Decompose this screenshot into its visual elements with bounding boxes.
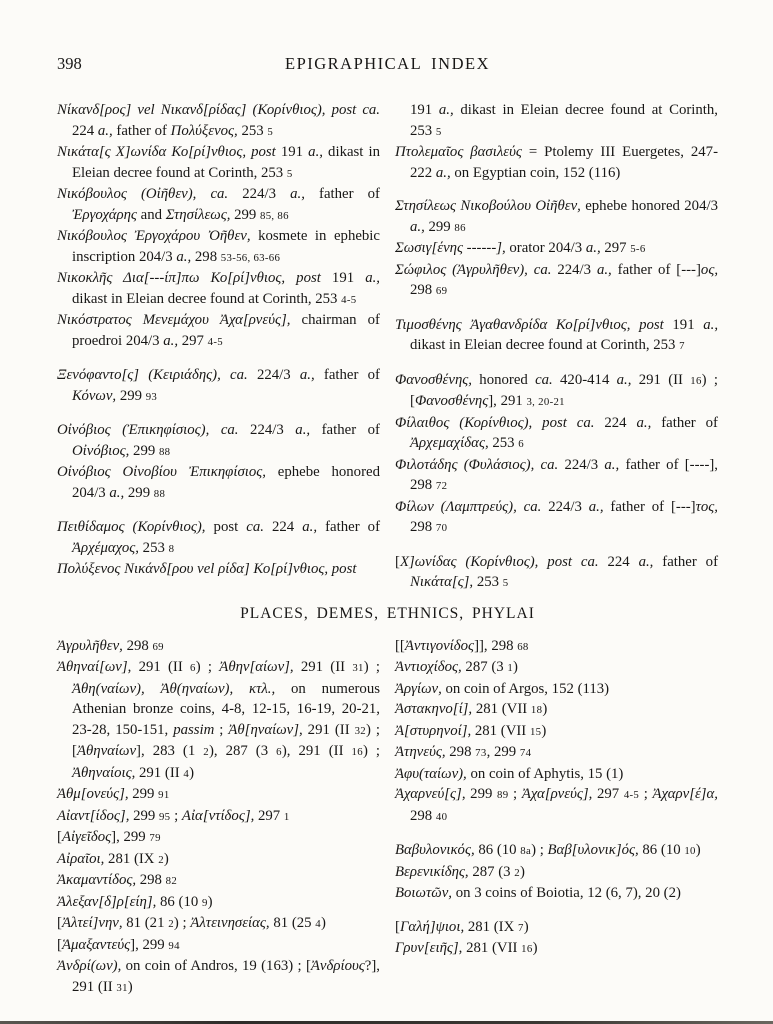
- index-entry: Νικόστρατος Μενεμάχου Ἀχα[ρνεύς], chairman of proedroi 204/3 a., 297 4-5: [57, 312, 380, 349]
- index-entry: Νικάτα[ς Χ]ωνίδα Κο[ρί]νθιος, post 191 a., dikast in Eleian decree found at Corinth, 253 5: [57, 144, 380, 181]
- top-left-column: [57, 100, 380, 594]
- index-entry: Φίλαιθος (Κορίνθιος), post ca. 224 a., father of Ἀρχεμαχίδας, 253 6: [395, 414, 718, 451]
- index-entry: Ἀ[στυρηνοί], 281 (VII 15): [395, 722, 547, 739]
- index-entry: Βοιωτῶν, on 3 coins of Boiotia, 12 (6, 7), 20 (2): [395, 885, 681, 901]
- index-entry: Ἀγρυλῆθεν, 298 69: [57, 637, 164, 654]
- index-entry: Ἀχαρνεύ[ς], 299 89 ; Ἀχα[ρνεύς], 297 4-5 ; Ἀχαρν[έ]α, 298 40: [395, 786, 719, 824]
- index-entry: Στησίλεως Νικοβούλου Οἰῆθεν, ephebe honored 204/3 a., 299 86: [395, 198, 718, 235]
- index-entry: Ἀργίων, on coin of Argos, 152 (113): [395, 680, 610, 697]
- index-entry: Ἀτηνεύς, 298 73, 299 74: [395, 744, 532, 760]
- index-entry: Αἰραῖοι, 281 (IX 2): [57, 850, 169, 867]
- index-entry: Ἀφυ(ταίων), on coin of Aphytis, 15 (1): [395, 765, 624, 782]
- index-entry: Σωσιγ[ένης ------], orator 204/3 a., 297 5-6: [395, 240, 646, 256]
- index-entry: Φίλων (Λαμπτρεύς), ca. 224/3 a., father of [---]τος, 298 70: [395, 498, 719, 535]
- index-entry: [[Ἀντιγονίδος]], 298 68: [395, 637, 529, 654]
- top-right-column: [395, 100, 718, 594]
- section-heading: PLACES, DEMES, ETHNICS, PHYLAI: [240, 604, 535, 622]
- index-entry: Πτολεμαῖος βασιλεύς = Ptolemy III Euergetes, 247-222 a., on Egyptian coin, 152 (116): [395, 144, 719, 181]
- index-entry: Νίκανδ[ρος] vel Νικανδ[ρίδας] (Κορίνθιος), post ca. 224 a., father of Πολύξενος, 253 5: [57, 102, 380, 139]
- index-bottom-section: [57, 636, 718, 999]
- index-entry: Σώφιλος (Ἀγρυλῆθεν), ca. 224/3 a., father of [---]ος, 298 69: [395, 261, 719, 298]
- index-entry: [Ἁμαξαντεύς], 299 94: [57, 936, 180, 953]
- index-entry: Ἀστακηνο[ί], 281 (VII 18): [395, 701, 548, 717]
- index-entry: Ἀλεξαν[δ]ρ[είη], 86 (10 9): [57, 893, 213, 910]
- index-entry: Ἀθηναί[ων], 291 (II 6) ; Ἀθην[αίων], 291 (II 31) ; Ἀθη(ναίων), Ἀθ(ηναίων), κτλ., on numerous Athenian bronze coins, 4-8, 12-15, 16-19, 20-21, 23-28, 150-151, passim ; Ἀθ[ηναίων], 291 (II 32) ; [Ἀθηναίων], 283 (1 2), 287 (3 6), 291 (II 16) ; Ἀθηναίοις, 291 (II 4): [57, 659, 381, 781]
- index-entry: Νικόβουλος (Οἰῆθεν), ca. 224/3 a., father of Ἐργοχάρης and Στησίλεως, 299 85, 86: [57, 186, 380, 223]
- index-entry: [Αἰγεῖδος], 299 79: [57, 829, 161, 845]
- index-top-section: [57, 100, 718, 594]
- index-entry: Φιλοτάδης (Φυλάσιος), ca. 224/3 a., father of [----], 298 72: [395, 456, 719, 493]
- bottom-left-column: [57, 636, 380, 999]
- index-entry: Ἀνδρί(ων), on coin of Andros, 19 (163) ; [Ἀνδρίους?], 291 (II 31): [57, 958, 380, 995]
- index-entry: Ἀκαμαντίδος, 298 82: [57, 872, 178, 888]
- index-entry: [Ἀλτεί]νην, 81 (21 2) ; Ἀλτεινησείας, 81 (25 4): [57, 915, 326, 931]
- index-entry: Οἰνόβιος Οἰνοβίου Ἐπικηφίσιος, ephebe honored 204/3 a., 299 88: [57, 464, 380, 501]
- index-entry: [Χ]ωνίδας (Κορίνθιος), post ca. 224 a., father of Νικάτα[ς], 253 5: [395, 553, 719, 590]
- index-entry: 191 a., dikast in Eleian decree found at Corinth, 253 5: [410, 102, 718, 139]
- index-entry: [Γαλή]ψιοι, 281 (IX 7): [395, 918, 529, 935]
- bottom-right-column: [395, 636, 718, 999]
- index-entry: Αἰαντ[ίδος], 299 95 ; Αἰα[ντίδος], 297 1: [57, 807, 290, 824]
- index-entry: Βερενικίδης, 287 (3 2): [395, 863, 525, 880]
- index-entry: Νικοκλῆς Δια[---ίπ]πω Κο[ρί]νθιος, post 191 a., dikast in Eleian decree found at Corinth, 253 4-5: [57, 270, 380, 307]
- index-entry: Πολύξενος Νικάνδ[ρου vel ρίδα] Κο[ρί]νθιος, post: [57, 561, 357, 577]
- index-entry: Ἀντιοχίδος, 287 (3 1): [395, 659, 518, 675]
- index-entry: Ἀθμ[ονεύς], 299 91: [57, 786, 170, 802]
- index-entry: Οἰνόβιος (Ἐπικηφίσιος), ca. 224/3 a., father of Οἰνόβιος, 299 88: [57, 422, 380, 459]
- index-entry: Πειθίδαμος (Κορίνθιος), post ca. 224 a., father of Ἀρχέμαχος, 253 8: [57, 519, 380, 556]
- index-entry: Βαβυλονικός, 86 (10 8a) ; Βαβ[υλονικ]ός, 86 (10 10): [395, 842, 701, 858]
- index-entry: Γρυν[ειῆς], 281 (VII 16): [395, 940, 538, 956]
- index-entry: Ξενόφαντο[ς] (Κειριάδης), ca. 224/3 a., father of Κόνων, 299 93: [57, 367, 380, 404]
- index-entry: Νικόβουλος Ἐργοχάρου Ὀῆθεν, kosmete in ephebic inscription 204/3 a., 298 53-56, 63-66: [57, 228, 380, 265]
- index-entry: Φανοσθένης, honored ca. 420-414 a., 291 (II 16) ; [Φανοσθένης], 291 3, 20-21: [395, 371, 718, 409]
- index-entry: Τιμοσθένης Ἀγαθανδρίδα Κο[ρί]νθιος, post 191 a., dikast in Eleian decree found at Corinth, 253 7: [395, 316, 719, 353]
- page-number: 398: [57, 54, 82, 73]
- running-header-title: EPIGRAPHICAL INDEX: [284, 54, 490, 73]
- running-head: [57, 54, 718, 76]
